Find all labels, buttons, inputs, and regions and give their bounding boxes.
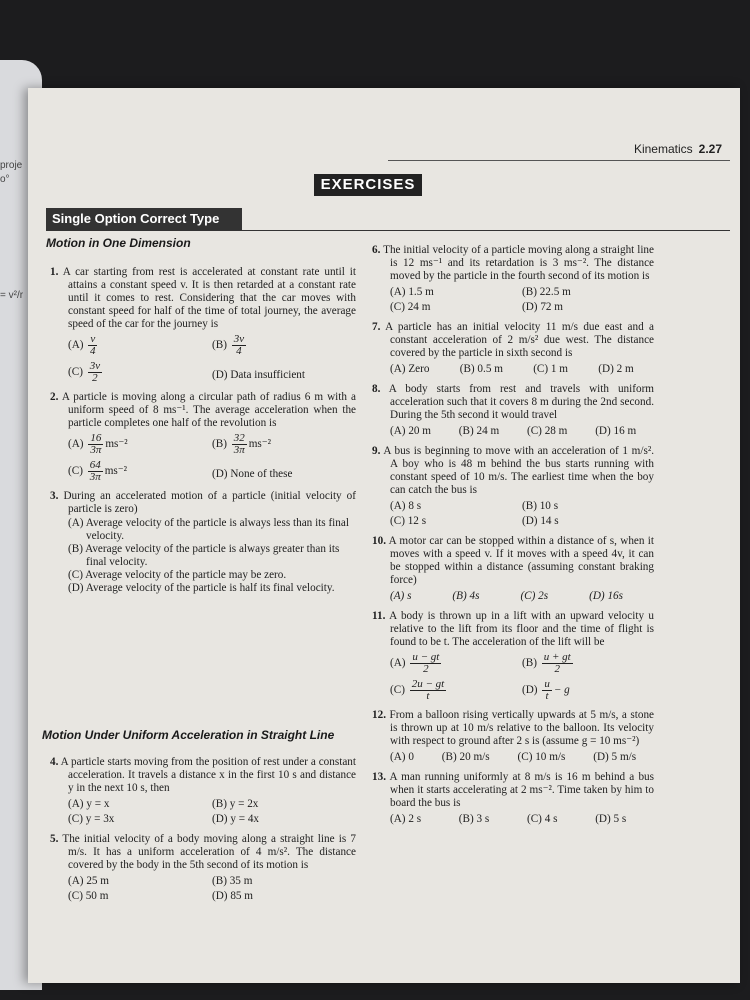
option-a: (A) 2 s bbox=[390, 813, 422, 825]
question-2 bbox=[50, 391, 356, 483]
question-number: 5. bbox=[50, 833, 59, 845]
question-text: The initial velocity of a particle moving along a straight line is 12 ms⁻¹ and its retardation is 3 ms⁻². The distance moved by the particle in the fourth second of its motion is bbox=[383, 244, 654, 282]
option-d: (D) $\frac{u}{t}$ − g bbox=[522, 678, 570, 702]
question-text: A motor car can be stopped within a distance of s, when it moves with a speed v. If it moves with a speed 4v, it can be stopped within a distance (assuming constant braking force) bbox=[388, 535, 654, 586]
option-c: (C) $\frac{3v}{2}$ bbox=[68, 360, 101, 384]
option-a: (A) 8 s bbox=[390, 500, 422, 512]
option-a: (A) 25 m bbox=[68, 875, 110, 887]
question-10 bbox=[372, 535, 654, 603]
question-number: 13. bbox=[372, 771, 386, 783]
question-number: 3. bbox=[50, 490, 59, 502]
question-number: 12. bbox=[372, 709, 386, 721]
option-a: (A) $\frac{v}{4}$ bbox=[68, 333, 96, 357]
option-c: (C) 1 m bbox=[533, 363, 569, 375]
option-b: (B) 3 s bbox=[458, 813, 490, 825]
option-a: (A) y = x bbox=[68, 798, 110, 810]
question-13 bbox=[372, 771, 654, 826]
option-b: (B) $\frac{u + gt}{2}$ bbox=[522, 651, 571, 675]
left-page-fragment: = v²/r bbox=[0, 290, 24, 301]
option-d: (D) 16 m bbox=[595, 425, 637, 437]
option-d: (D) Data insufficient bbox=[212, 369, 305, 381]
question-number: 11. bbox=[372, 610, 386, 622]
question-number: 2. bbox=[50, 391, 59, 403]
option-d: (D) 5 s bbox=[595, 813, 627, 825]
book-page bbox=[28, 88, 740, 983]
question-text: A particle has an initial velocity 11 m/s due east and a constant acceleration of 2 m/s² due west. The distance covered by the particle in sixth second is bbox=[385, 321, 654, 359]
option-d: (D) 14 s bbox=[522, 515, 559, 527]
option-b: (B) 35 m bbox=[212, 875, 253, 887]
left-column-top bbox=[50, 266, 356, 602]
question-number: 6. bbox=[372, 244, 381, 256]
question-text: A body is thrown up in a lift with an upward velocity u relative to the lift from its floor and the time of flight is found to be t. The acceleration of the lift will be bbox=[389, 610, 654, 648]
option-a: (A) 20 m bbox=[390, 425, 432, 437]
option-d: (D) 2 m bbox=[598, 363, 634, 375]
option-c: (C) Average velocity of the particle may be zero. bbox=[68, 569, 287, 581]
option-b: (B) y = 2x bbox=[212, 798, 259, 810]
question-1 bbox=[50, 266, 356, 384]
option-c: (C) 50 m bbox=[68, 890, 109, 902]
option-a: (A) s bbox=[390, 590, 412, 602]
subhead-uniform-acceleration: Motion Under Uniform Acceleration in Straight Line bbox=[42, 728, 335, 742]
header-rule bbox=[388, 160, 730, 161]
page-number: 2.27 bbox=[698, 142, 722, 156]
option-c: (C) 28 m bbox=[526, 425, 568, 437]
question-text: During an accelerated motion of a particle (initial velocity of particle is zero) bbox=[63, 490, 357, 515]
question-11 bbox=[372, 610, 654, 702]
option-d: (D) 85 m bbox=[212, 890, 254, 902]
option-d: (D) y = 4x bbox=[212, 813, 260, 825]
question-text: A man running uniformly at 8 m/s is 16 m behind a bus when it starts accelerating at 2 ms⁻². Time taken by him to board the bus is bbox=[389, 771, 654, 809]
option-c: (C) 2s bbox=[520, 590, 549, 602]
option-c: (C) 10 m/s bbox=[517, 751, 566, 763]
option-a: (A) 0 bbox=[390, 751, 414, 763]
option-a: (A) Zero bbox=[390, 363, 430, 375]
question-6 bbox=[372, 244, 654, 314]
option-c: (C) 24 m bbox=[390, 301, 431, 313]
question-12 bbox=[372, 709, 654, 764]
option-b: (B) 22.5 m bbox=[522, 286, 571, 298]
question-text: A car starting from rest is accelerated at constant rate until it attains a constant speed v. It is then retarded at a constant rate until it comes to rest. Considering that the car moves with constant speed for half of the time of total journey, the average speed of the car for the journey is bbox=[62, 266, 356, 330]
question-number: 4. bbox=[50, 756, 59, 768]
option-a: (A) Average velocity of the particle is always less than its final velocity. bbox=[68, 517, 349, 542]
question-text: From a balloon rising vertically upwards at 5 m/s, a stone is thrown up at 10 m/s relative to the balloon. Its velocity with respect to ground after 2 s is (assume g = 10 ms⁻²) bbox=[389, 709, 655, 747]
chapter-title: Kinematics bbox=[633, 142, 693, 156]
question-4 bbox=[50, 756, 356, 826]
option-b: (B) 24 m bbox=[458, 425, 500, 437]
option-b: (B) 10 s bbox=[522, 500, 559, 512]
option-b: (B) 0.5 m bbox=[459, 363, 503, 375]
question-7 bbox=[372, 321, 654, 376]
question-3 bbox=[50, 490, 356, 595]
question-text: A particle is moving along a circular path of radius 6 m with a uniform speed of 8 ms⁻¹. The average acceleration when the particle completes one half of the revolution is bbox=[61, 391, 356, 429]
question-number: 9. bbox=[372, 445, 381, 457]
option-a: (A) $\frac{u - gt}{2}$ bbox=[390, 651, 440, 675]
question-5 bbox=[50, 833, 356, 903]
running-head bbox=[634, 142, 722, 156]
option-d: (D) 5 m/s bbox=[593, 751, 637, 763]
option-a: (A) 1.5 m bbox=[390, 286, 434, 298]
option-c: (C) 12 s bbox=[390, 515, 427, 527]
left-column-bottom bbox=[50, 756, 356, 910]
option-b: (B) 4s bbox=[452, 590, 480, 602]
option-c: (C) 4 s bbox=[526, 813, 558, 825]
question-text: A bus is beginning to move with an acceleration of 1 m/s². A boy who is 48 m behind the bus starts running with constant speed of 10 m/s. The earliest time when the boy can catch the bus is bbox=[383, 445, 654, 496]
option-d: (D) 16s bbox=[589, 590, 623, 602]
question-number: 8. bbox=[372, 383, 381, 395]
section-title: Single Option Correct Type bbox=[46, 208, 242, 230]
question-9 bbox=[372, 445, 654, 528]
option-d: (D) None of these bbox=[212, 468, 293, 480]
option-c: (C) $\frac{2u - gt}{t}$ bbox=[390, 678, 445, 702]
question-8 bbox=[372, 383, 654, 438]
option-a: (A) $\frac{16}{3\pi}$ ms⁻² bbox=[68, 432, 128, 456]
question-text: The initial velocity of a body moving along a straight line is 7 m/s. It has a uniform acceleration of 4 m/s². The distance covered by the body in the 5th second of its motion is bbox=[62, 833, 356, 871]
question-text: A particle starts moving from the position of rest under a constant acceleration. It travels a distance x in the first 10 s and distance y in the next 10 s, then bbox=[60, 756, 356, 794]
option-d: (D) 72 m bbox=[522, 301, 564, 313]
option-c: (C) $\frac{64}{3\pi}$ ms⁻² bbox=[68, 459, 128, 483]
option-b: (B) 20 m/s bbox=[441, 751, 490, 763]
section-rule bbox=[46, 230, 730, 231]
right-column bbox=[372, 244, 654, 833]
left-page-fragment: o° bbox=[0, 174, 10, 185]
left-page-fragment: proje bbox=[0, 160, 23, 171]
option-b: (B) $\frac{32}{3\pi}$ ms⁻² bbox=[212, 432, 272, 456]
option-d: (D) Average velocity of the particle is half its final velocity. bbox=[68, 582, 335, 594]
question-number: 7. bbox=[372, 321, 381, 333]
option-c: (C) y = 3x bbox=[68, 813, 115, 825]
exercises-banner: EXERCISES bbox=[314, 174, 422, 196]
question-number: 1. bbox=[50, 266, 59, 278]
option-b: (B) Average velocity of the particle is always greater than its final velocity. bbox=[68, 543, 340, 568]
option-b: (B) $\frac{3v}{4}$ bbox=[212, 333, 245, 357]
subhead-one-dimension: Motion in One Dimension bbox=[46, 236, 191, 250]
question-number: 10. bbox=[372, 535, 386, 547]
question-text: A body starts from rest and travels with uniform acceleration such that it covers 8 m during the 2nd second. During the 5th second it would travel bbox=[388, 383, 654, 421]
